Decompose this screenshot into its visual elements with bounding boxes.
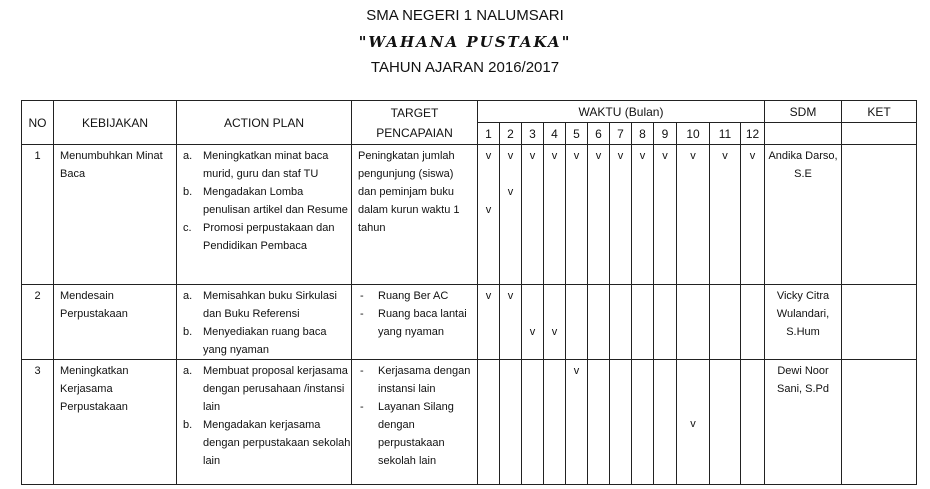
kebijakan-cell: Menumbuhkan Minat Baca xyxy=(54,145,177,285)
month-cell xyxy=(544,360,566,485)
action-plan-cell xyxy=(177,145,352,285)
check-mark: v xyxy=(551,150,558,162)
target-item: - Kerjasama dengan instansi lain xyxy=(360,365,471,395)
month-cell xyxy=(566,360,588,485)
month-cell xyxy=(677,145,710,285)
month-header: 9 xyxy=(654,123,677,145)
ket-cell xyxy=(842,145,917,285)
month-cell xyxy=(500,145,522,285)
check-mark: v xyxy=(507,186,514,198)
month-cell xyxy=(741,285,765,360)
target-cell xyxy=(352,360,478,485)
month-cell xyxy=(500,285,522,360)
month-cell xyxy=(610,285,632,360)
academic-year: TAHUN AJARAN 2016/2017 xyxy=(370,59,560,76)
month-cell xyxy=(710,145,741,285)
month-cell xyxy=(632,145,654,285)
ket-cell xyxy=(842,285,917,360)
check-mark: v xyxy=(485,204,492,216)
action-item: a. Memisahkan buku Sirkulasi dan Buku Referensi xyxy=(183,290,337,320)
check-mark: v xyxy=(639,150,646,162)
month-header: 1 xyxy=(478,123,500,145)
month-cell xyxy=(522,285,544,360)
school-name: SMA NEGERI 1 NALUMSARI xyxy=(366,7,564,24)
ket-cell xyxy=(842,360,917,485)
month-header: 2 xyxy=(500,123,522,145)
month-header: 6 xyxy=(588,123,610,145)
month-cell xyxy=(522,360,544,485)
target-item: - Layanan Silang dengan perpustakaan sekolah lain xyxy=(360,401,454,467)
kebijakan-cell: Mendesain Perpustakaan xyxy=(54,285,177,360)
action-item: b. Menyediakan ruang baca yang nyaman xyxy=(183,326,327,356)
action-item: b. Mengadakan Lomba penulisan artikel dan Resume xyxy=(183,186,348,216)
check-mark: v xyxy=(507,290,514,302)
action-item: a. Membuat proposal kerjasama dengan perusahaan /instansi lain xyxy=(183,365,348,413)
check-mark: v xyxy=(617,150,624,162)
check-mark: v xyxy=(690,150,696,162)
month-cell xyxy=(632,285,654,360)
month-cell xyxy=(566,285,588,360)
month-cell xyxy=(677,285,710,360)
table-row xyxy=(22,285,917,360)
month-cell xyxy=(588,285,610,360)
table-row xyxy=(22,360,917,485)
month-header: 11 xyxy=(710,123,741,145)
check-mark: v xyxy=(573,365,580,377)
sdm-cell: Vicky Citra Wulandari, S.Hum xyxy=(765,285,842,360)
target-item: - Ruang baca lantai yang nyaman xyxy=(360,308,467,338)
month-cell xyxy=(654,285,677,360)
target-cell xyxy=(352,285,478,360)
work-plan-table xyxy=(21,100,917,485)
month-header: 4 xyxy=(544,123,566,145)
check-mark: v xyxy=(485,150,492,162)
month-cell xyxy=(741,360,765,485)
action-plan-cell xyxy=(177,360,352,485)
month-cell xyxy=(544,285,566,360)
month-header: 12 xyxy=(741,123,765,145)
month-header: 8 xyxy=(632,123,654,145)
check-mark: v xyxy=(485,290,492,302)
action-item: b. Mengadakan kerjasama dengan perpustakaan sekolah lain xyxy=(183,419,351,467)
sdm-cell: Andika Darso, S.E xyxy=(765,145,842,285)
row-number: 2 xyxy=(22,285,54,360)
month-cell xyxy=(654,145,677,285)
month-cell xyxy=(478,360,500,485)
target-cell: Peningkatan jumlah pengunjung (siswa) dan peminjam buku dalam kurun waktu 1 tahun xyxy=(352,145,478,285)
month-cell xyxy=(500,360,522,485)
col-header-target xyxy=(352,101,478,145)
month-cell xyxy=(654,360,677,485)
target-item: - Ruang Ber AC xyxy=(360,290,449,302)
month-cell xyxy=(522,145,544,285)
program-title: "WAHANA PUSTAKA" xyxy=(358,33,572,51)
col-header-no: NO xyxy=(22,101,54,145)
col-header-target-line1: TARGET xyxy=(390,105,439,120)
month-header: 3 xyxy=(522,123,544,145)
month-cell xyxy=(741,145,765,285)
month-cell xyxy=(566,145,588,285)
sdm-cell: Dewi Noor Sani, S.Pd xyxy=(765,360,842,485)
month-cell xyxy=(588,360,610,485)
col-header-action-plan: ACTION PLAN xyxy=(177,101,352,145)
month-header: 10 xyxy=(677,123,710,145)
col-header-waktu: WAKTU (Bulan) xyxy=(478,101,765,123)
action-item: a. Meningkatkan minat baca murid, guru dan staf TU xyxy=(183,150,329,180)
month-cell xyxy=(677,360,710,485)
kebijakan-cell: Meningkatkan Kerjasama Perpustakaan xyxy=(54,360,177,485)
check-mark: v xyxy=(690,418,696,430)
check-mark: v xyxy=(551,326,558,338)
check-mark: v xyxy=(595,150,602,162)
month-cell xyxy=(478,145,500,285)
month-cell xyxy=(544,145,566,285)
check-mark: v xyxy=(722,150,728,162)
month-cell xyxy=(610,145,632,285)
check-mark: v xyxy=(529,150,536,162)
table-row xyxy=(22,145,917,285)
col-header-kebijakan: KEBIJAKAN xyxy=(54,101,177,145)
check-mark: v xyxy=(749,150,756,162)
check-mark: v xyxy=(507,150,514,162)
row-number: 1 xyxy=(22,145,54,285)
action-plan-cell xyxy=(177,285,352,360)
month-cell xyxy=(610,360,632,485)
month-cell xyxy=(632,360,654,485)
col-header-target-line2: PENCAPAIAN xyxy=(376,125,453,140)
col-header-ket: KET xyxy=(842,101,917,123)
ket-header-blank xyxy=(842,123,917,145)
row-number: 3 xyxy=(22,360,54,485)
month-cell xyxy=(710,285,741,360)
check-mark: v xyxy=(662,150,668,162)
month-cell xyxy=(710,360,741,485)
month-header: 5 xyxy=(566,123,588,145)
sdm-header-blank xyxy=(765,123,842,145)
month-cell xyxy=(588,145,610,285)
month-cell xyxy=(478,285,500,360)
check-mark: v xyxy=(529,326,536,338)
col-header-sdm: SDM xyxy=(765,101,842,123)
action-item: c. Promosi perpustakaan dan Pendidikan Pembaca xyxy=(183,222,335,252)
month-header: 7 xyxy=(610,123,632,145)
check-mark: v xyxy=(573,150,580,162)
